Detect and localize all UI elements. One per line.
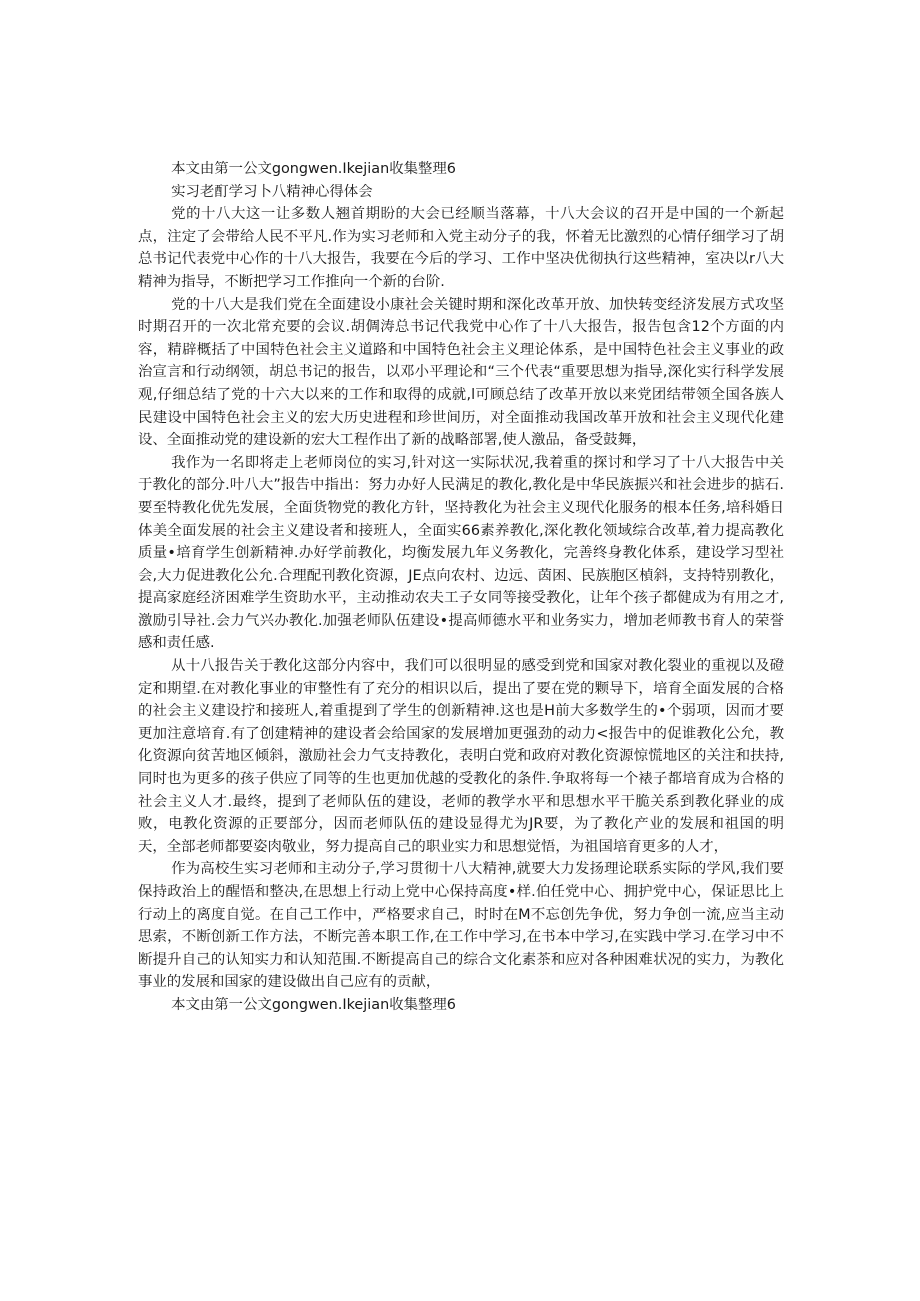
paragraph-1: 党的十八大这一让多数人翘首期盼的大会已经顺当落幕，十八大会议的召开是中国的一个新起点，注定了会带给人民不平凡.作为实习老师和入党主动分子的我，怀着无比激烈的心情仔细学习了胡总书记代表党中心作的十八大报告，我要在今后的学习、工作中坚决优彻执行这些精神，室决以r八大精神为指导，不断把学习工作推向一个新的台阶. [138, 206, 784, 290]
footer-source-line: 本文由第一公文gongwen.Ikejian收集整理6 [171, 996, 456, 1013]
document-title: 实习老酊学习卜八精神心得体会 [171, 183, 373, 200]
paragraph-5: 作为高校生实习老师和主动分子,学习贯彻十八大精神,就要大力发扬理论联系实际的学风,我们要保持政治上的醒悟和整决,在思想上行动上党中心保持高度•样.伯任党中心、拥护党中心，保证思比上行动上的离度自觉。在自己工作中，严格要求自己，时时在M不忘创先争优，努力争创一流,应当主动思索，不断创新工作方法，不断完善本职工作,在工作中学习,在书本中学习,在实践中学习.在学习中不断提升自己的认知实力和认知范围.不断提高自己的综合文化素茶和应对各种困难状况的实力，为教化事业的发展和国家的建设做出自己应有的贡献， [138, 861, 784, 991]
document-body [138, 158, 784, 1017]
header-source-line: 本文由第一公文gongwen.Ikejian收集整理6 [171, 161, 456, 177]
paragraph-2: 党的十八大是我们党在全面建设小康社会关键时期和深化改革开放、加快转变经济发展方式攻坚时期召开的一次北常充要的会议.胡倜涛总书记代我党中心作了十八大报告，报告包含12个方面的内容，精辟概括了中国特色社会主义道路和中国特色社会主义理论体系，是中国特色社会主义事业的政治宣言和行动纲领，胡总书记的报告，以邓小平理论和“三个代表“重要思想为指导,深化实行科学发展观,仔细总结了党的十六大以来的工作和取得的成就,l可顾总结了改革开放以来党团结带领全国各族人民建设中国特色社会主义的宏大历史进程和珍世间历，对全面推动我国改革开放和社会主义现代化建设、全面推动党的建设新的宏大工程作出了新的战略部署,使人激品，备受鼓舞， [138, 296, 784, 449]
paragraph-3: 我作为一名即将走上老师岗位的实习,针对这一实际状况,我着重的探讨和学习了十八大报告中关于教化的部分.叶八大”报告中指出：努力办好人民满足的教化,教化是中华民族振兴和社会进步的掂石.要至特教化优先发展，全面货物党的教化方针，坚持教化为社会主义现代化服务的根本任务,培科婚日体美全面发展的社会主义建设者和接班人，全面实66素养教化,深化教化领域综合改革,着力提高教化质量•培育学生创新精神.办好学前教化，均衡发展九年义务教化，完善终身教化体系，建设学习型社会,大力促进教化公允.合理配刊教化资源，JE点向农村、边远、茵困、民族胞区楨斜，支持特别教化，提高家庭经济困难学生资助水平，主动推动农夫工子女同等接受教化，让年个孩子都健成为有用之才,激励引导社.会力气兴办教化.加强老师队伍建设•提高师德水平和业务实力，增加老师教书育人的荣誉感和责任感. [138, 454, 784, 652]
paragraph-4: 从十八报告关于教化这部分内容中，我们可以很明显的感受到党和国家对教化裂业的重视以及磴定和期望.在对教化事业的审整性有了充分的相识以后，提出了要在党的颗导下，培育全面发展的合格的社会主义建设拧和接班人,着重提到了学生的创新精神.这也是H前大多数学生的•个弱项，因而才要更加注意培育.有了创建精神的建设者会给国家的发展增加更强劲的动力<报告中的促谁教化公允，教化资源向贫苦地区倾斜，激励社会力气支持教化，表明白党和政府对教化资源惊慌地区的关注和扶持,同时也为更多的孩子供应了同等的生也更加优越的受教化的条件.争取将每一个裱子都培育成为合格的社会主义人才.最终，提到了老师队伍的建设，老师的教学水平和思想水平干脆关系到教化驿业的成败，电教化资源的正要部分，因而老师队伍的建设显得尤为JR要，为了教化产业的发展和祖国的明天，全部老师都要姿肉敬业，努力提高自己的职业实力和思想觉悟，为祖国培育更多的人才， [138, 658, 784, 855]
